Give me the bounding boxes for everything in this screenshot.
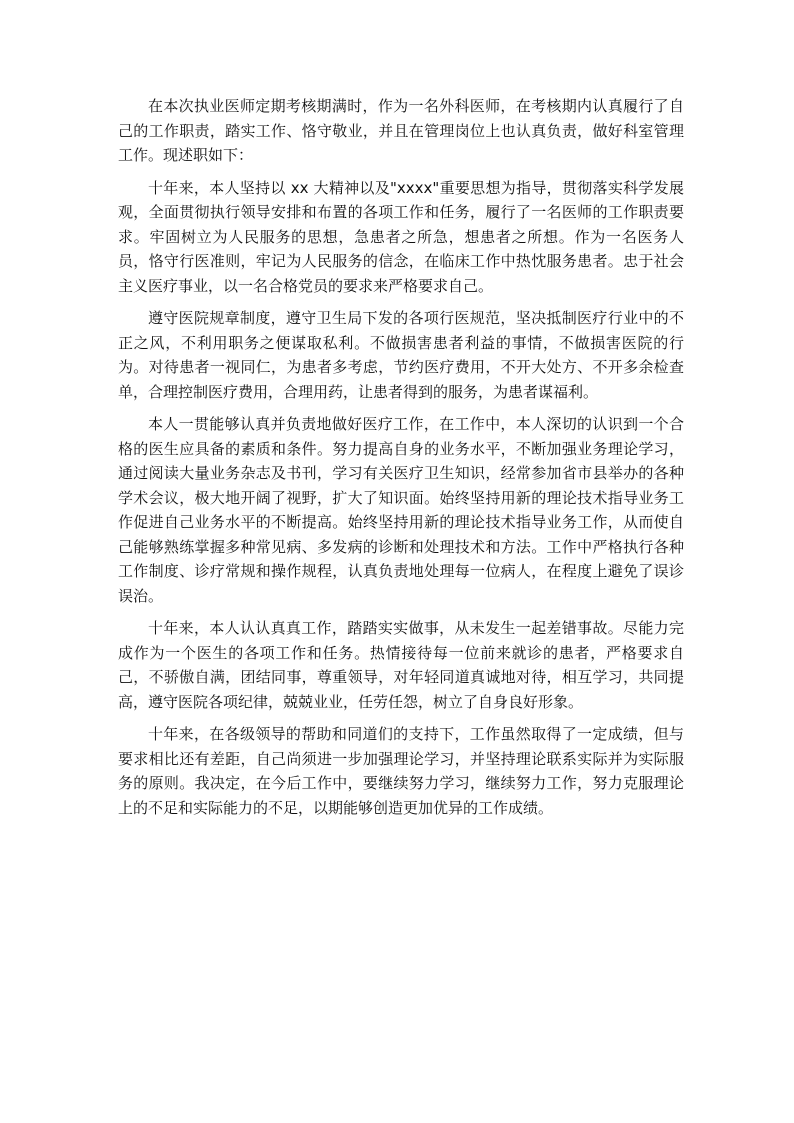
document-body <box>118 94 684 828</box>
paragraph-rules: 遵守医院规章制度，遵守卫生局下发的各项行医规范，坚决抵制医疗行业中的不正之风，不利用职务之便谋取私利。不做损害患者利益的事情，不做损害医院的行为。对待患者一视同仁，为患者多考虑，节约医疗费用，不开大处方、不开多余检查单，合理控制医疗费用，合理用药，让患者得到的服务，为患者谋福利。 <box>118 309 684 401</box>
paragraph-conduct: 十年来，本人认认真真工作，踏踏实实做事，从未发生一起差错事故。尽能力完成作为一个医生的各项工作和任务。热情接待每一位前来就诊的患者，严格要求自己，不骄傲自满，团结同事，尊重领导，对年轻同道真诚地对待，相互学习，共同提高，遵守医院各项纪律，兢兢业业，任劳任怨，树立了自身良好形象。 <box>118 619 684 711</box>
paragraph-intro: 在本次执业医师定期考核期满时，作为一名外科医师，在考核期内认真履行了自己的工作职责，踏实工作、恪守敬业，并且在管理岗位上也认真负责，做好科室管理工作。现述职如下： <box>118 97 684 164</box>
paragraph-ideology: 十年来，本人坚持以 xx 大精神以及"xxxx"重要思想为指导，贯彻落实科学发展观，全面贯彻执行领导安排和布置的各项工作和任务，履行了一名医师的工作职责要求。牢固树立为人民服务的思想，急患者之所急，想患者之所想。作为一名医务人员，恪守行医准则，牢记为人民服务的信念，在临床工作中热忱服务患者。忠于社会主义医疗事业，以一名合格党员的要求来严格要求自己。 <box>118 178 684 295</box>
paragraph-conclusion: 十年来，在各级领导的帮助和同道们的支持下，工作虽然取得了一定成绩，但与要求相比还有差距，自己尚须进一步加强理论学习，并坚持理论联系实际并为实际服务的原则。我决定，在今后工作中，要继续努力学习，继续努力工作，努力克服理论上的不足和实际能力的不足，以期能够创造更加优异的工作成绩。 <box>118 725 684 817</box>
paragraph-professional-work: 本人一贯能够认真并负责地做好医疗工作，在工作中，本人深切的认识到一个合格的医生应具备的素质和条件。努力提高自身的业务水平，不断加强业务理论学习，通过阅读大量业务杂志及书刊，学习有关医疗卫生知识，经常参加省市县举办的各种学术会议，极大地开阔了视野，扩大了知识面。始终坚持用新的理论技术指导业务工作促进自己业务水平的不断提高。始终坚持用新的理论技术指导业务工作，从而使自己能够熟练掌握多种常见病、多发病的诊断和处理技术和方法。工作中严格执行各种工作制度、诊疗常规和操作规程，认真负责地处理每一位病人，在程度上避免了误诊误治。 <box>118 415 684 605</box>
